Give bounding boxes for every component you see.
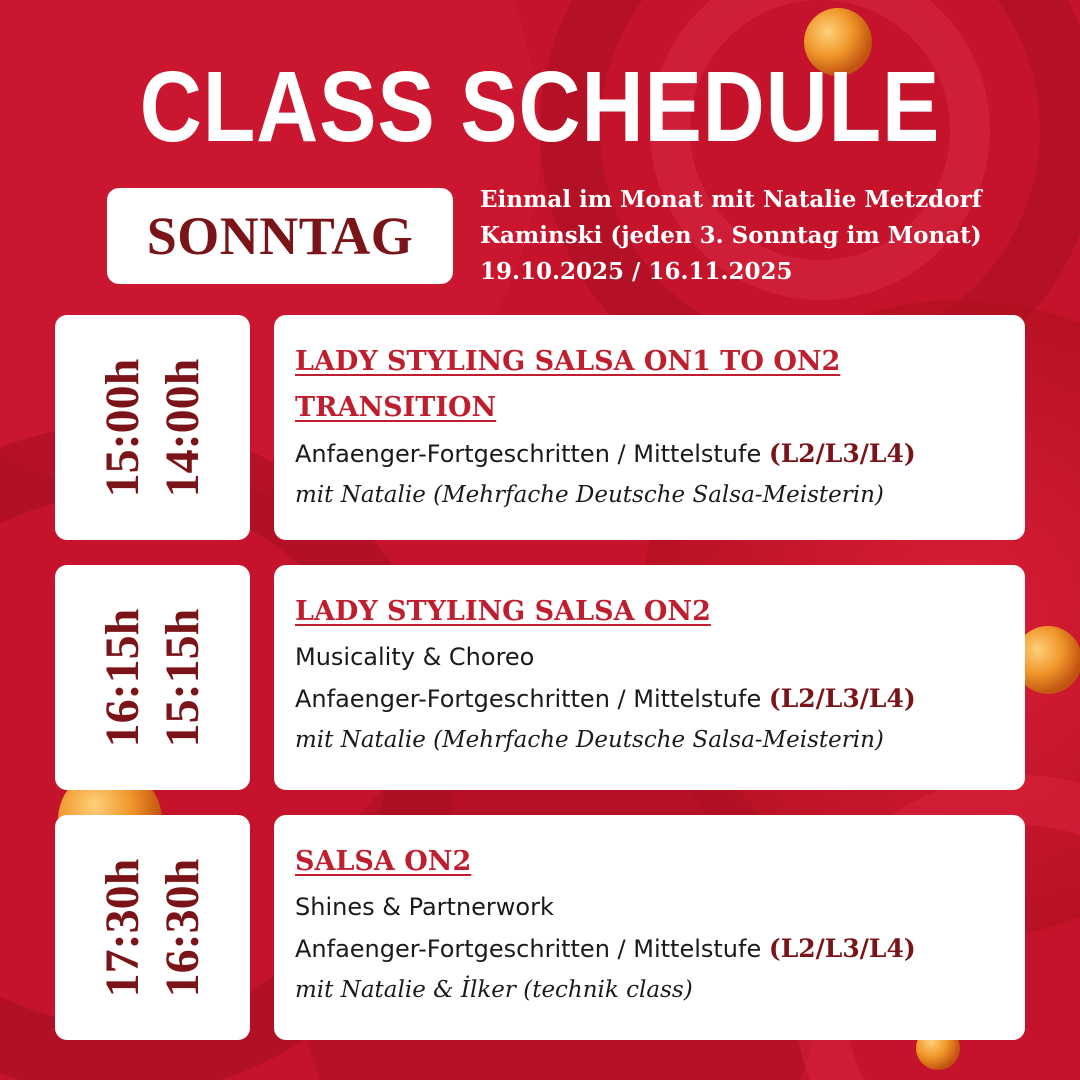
- day-badge: [107, 188, 453, 284]
- class-title-line: TRANSITION: [295, 392, 497, 423]
- day-label: SONNTAG: [146, 206, 414, 266]
- intro-dates: 19.10.2025 / 16.11.2025: [480, 258, 793, 285]
- time-end: 16:15h: [95, 608, 149, 747]
- page-title: CLASS SCHEDULE: [139, 51, 941, 163]
- class-title-line: LADY STYLING SALSA ON1 TO ON2: [295, 346, 841, 377]
- time-slot: [55, 815, 250, 1040]
- class-level: [295, 928, 1011, 970]
- level-tag: (L2/L3/L4): [768, 934, 916, 963]
- time-range: [93, 858, 213, 997]
- time-end: 15:00h: [95, 358, 149, 497]
- class-teacher: mit Natalie (Mehrfache Deutsche Salsa-Meisterin): [295, 727, 884, 753]
- time-end: 17:30h: [95, 858, 149, 997]
- class-title: [295, 839, 1011, 885]
- class-teacher: mit Natalie & İlker (technik class): [295, 977, 693, 1003]
- time-start: 14:00h: [155, 358, 209, 497]
- class-title-line: LADY STYLING SALSA ON2: [295, 596, 711, 627]
- class-level: [295, 678, 1011, 720]
- time-slot: [55, 315, 250, 540]
- intro-line: Einmal im Monat mit Natalie Metzdorf: [480, 186, 982, 213]
- time-start: 15:15h: [155, 608, 209, 747]
- schedule-intro: [480, 182, 1070, 290]
- level-tag: (L2/L3/L4): [768, 439, 916, 468]
- class-level: [295, 433, 1011, 475]
- class-card: [274, 815, 1025, 1040]
- class-teacher: mit Natalie (Mehrfache Deutsche Salsa-Meisterin): [295, 482, 884, 508]
- class-title: [295, 339, 1011, 431]
- time-range: [93, 608, 213, 747]
- class-title: [295, 589, 1011, 635]
- class-detail: Musicality & Choreo: [295, 643, 535, 671]
- level-text: Anfaenger-Fortgeschritten / Mittelstufe: [295, 685, 769, 713]
- intro-line: Kaminski (jeden 3. Sonntag im Monat): [480, 222, 982, 249]
- class-card: [274, 315, 1025, 540]
- level-text: Anfaenger-Fortgeschritten / Mittelstufe: [295, 440, 769, 468]
- time-range: [93, 358, 213, 497]
- time-slot: [55, 565, 250, 790]
- class-detail: Shines & Partnerwork: [295, 893, 554, 921]
- level-tag: (L2/L3/L4): [768, 684, 916, 713]
- class-card: [274, 565, 1025, 790]
- level-text: Anfaenger-Fortgeschritten / Mittelstufe: [295, 935, 769, 963]
- class-title-line: SALSA ON2: [295, 846, 472, 877]
- time-start: 16:30h: [155, 858, 209, 997]
